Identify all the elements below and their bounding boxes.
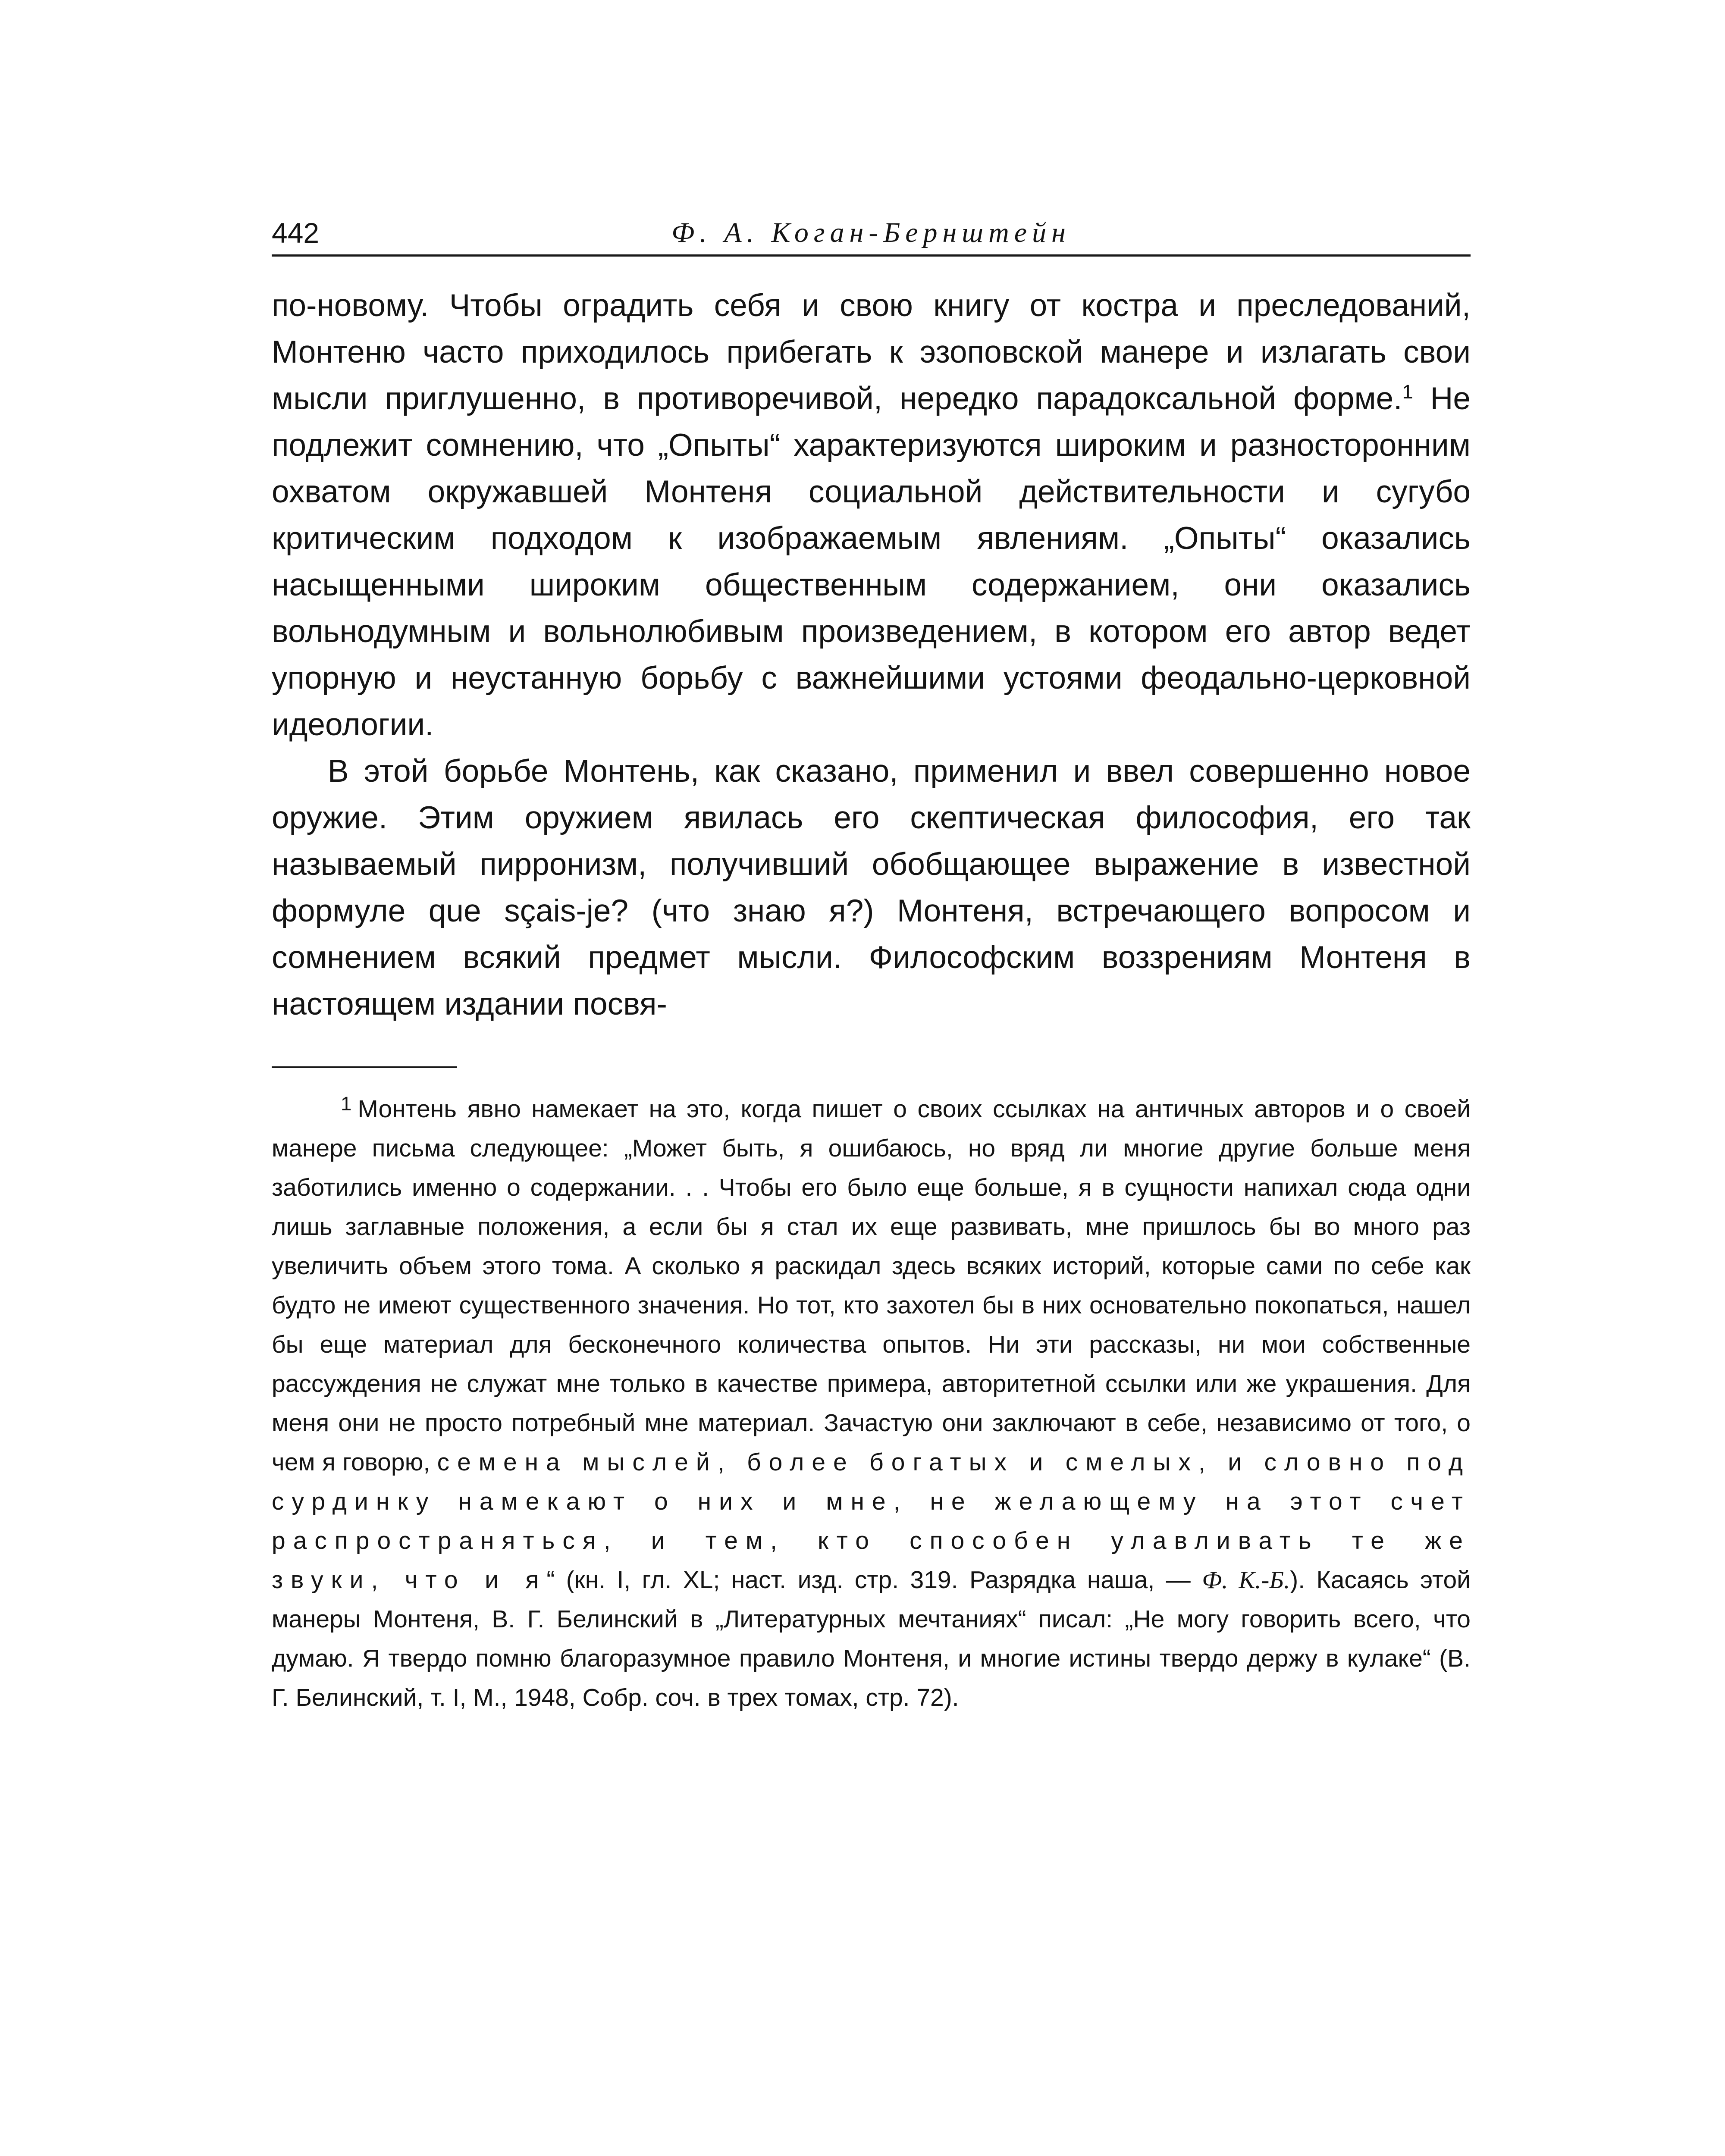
footnote-text-c: ). Касаясь этой манеры Монтеня, В. Г. Белинский в „Литературных мечтаниях“ писал: „Не могу говорить всего, что думаю. Я твердо помню благоразумное правило Монтеня, и многие истины твердо держу в кулаке“ (В. Г. Белинский, т. I, М., 1948, Собр. соч. в трех томах, стр. 72).: [272, 1566, 1471, 1711]
paragraph-1-part-2: Не подлежит сомнению, что „Опыты“ характеризуются широким и разносторонним охватом окружавшей Монтеня социальной действительности и сугубо критическим подходом к изображаемым явлениям. „Опыты“ оказались насыщенными широким общественным содержанием, они оказались вольнодумным и вольнолюбивым произведением, в котором его автор ведет упорную и неустанную борьбу с важнейшими устоями феодально-церковной идеологии.: [272, 381, 1471, 742]
running-title: Ф. А. Коган-Бернштейн: [671, 217, 1071, 248]
page-number: 442: [272, 217, 320, 249]
footnote: [272, 1090, 1471, 1717]
footnote-text-b: “ (кн. I, гл. XL; наст. изд. стр. 319. Разрядка наша, —: [546, 1566, 1202, 1594]
footnote-marker: 1: [341, 1093, 352, 1115]
book-page: [272, 216, 1471, 1717]
main-text: [272, 282, 1471, 1028]
footnote-text-a: Монтень явно намекает на это, когда пишет о своих ссылках на античных авторов и о своей манере письма следующее: „Может быть, я ошибаюсь, но вряд ли многие другие больше меня заботились именно о содержании. . . Чтобы его было еще больше, я в сущности напихал сюда одни лишь заглавные положения, а если бы я стал их еще развивать, мне пришлось бы во много раз увеличить объем этого тома. А сколько я раскидал здесь всяких историй, которые сами по себе как будто не имеют существенного значения. Но тот, кто захотел бы в них основательно покопаться, нашел бы еще материал для бесконечного количества опытов. Ни эти рассказы, ни мои собственные рассуждения не служат мне только в качестве примера, авторитетной ссылки или же украшения. Для меня они не просто потребный мне материал. Зачастую они заключают в себе, независимо от того, о чем я говорю,: [272, 1095, 1471, 1476]
paragraph-1: [272, 282, 1471, 748]
paragraph-2: В этой борьбе Монтень, как сказано, применил и ввел совершенно новое оружие. Этим оружием явилась его скептическая философия, его так называемый пирронизм, получивший обобщающее выражение в известной формуле que sçais-je? (что знаю я?) Монтеня, встречающего вопросом и сомнением всякий предмет мысли. Философским воззрениям Монтеня в настоящем издании посвя-: [272, 754, 1471, 1022]
paragraph-1-part-1: по-новому. Чтобы оградить себя и свою книгу от костра и преследований, Монтеню часто приходилось прибегать к эзоповской манере и излагать свои мысли приглушенно, в противоречивой, нередко парадоксальной форме.: [272, 288, 1471, 416]
footnote-reference: 1: [1402, 381, 1413, 403]
footnote-initials: Ф. К.-Б.: [1202, 1567, 1290, 1594]
footnote-spaced-quote: семена мыслей, более богатых и смелых, и словно под сурдинку намекают о них и мне, не желающему на этот счет распространяться, и тем, кто способен улавливать те же звуки, что и я: [272, 1448, 1471, 1594]
footnote-divider: [272, 1066, 457, 1068]
page-header: [272, 216, 1471, 257]
